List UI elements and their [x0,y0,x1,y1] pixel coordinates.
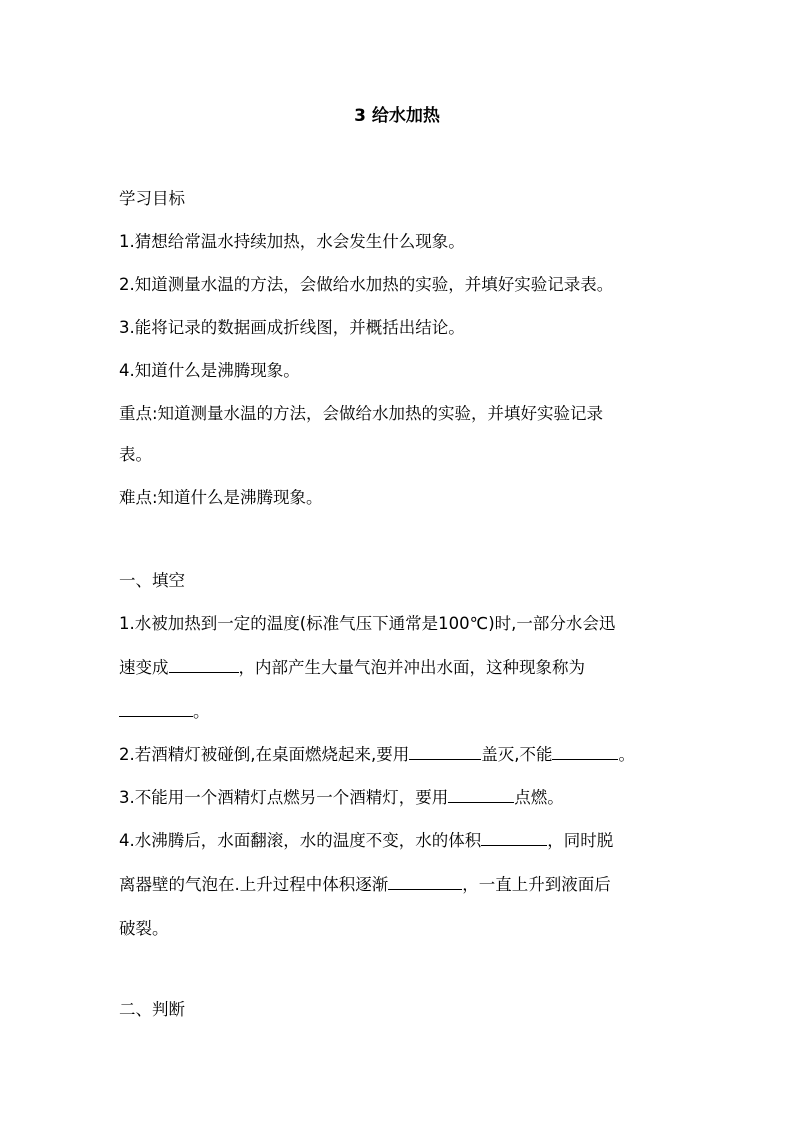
question-2 [119,743,687,767]
question-4-line-1 [119,829,687,853]
question-4-text-a: 4.水沸腾后，水面翻滚，水的温度不变，水的体积 [119,831,482,850]
question-1-text-b: ，内部产生大量气泡并冲出水面，这种现象称为 [238,658,585,677]
objective-item-2: 2.知道测量水温的方法，会做给水加热的实验，并填好实验记录表。 [119,275,614,294]
question-1-text-end: 。 [193,702,210,721]
question-2-text-b: 盖灭,不能 [481,745,553,764]
question-4-text-c: 离器壁的气泡在.上升过程中体积逐渐 [119,875,389,894]
objective-item-4: 4.知道什么是沸腾现象。 [119,361,300,380]
key-point-line-1: 重点:知道测量水温的方法，会做给水加热的实验，并填好实验记录 [119,404,604,423]
question-1-text-a: 速变成 [119,658,169,677]
page-title: 3 给水加热 [354,106,440,126]
objectives-heading: 学习目标 [119,189,185,208]
question-1-line-3 [119,700,687,724]
question-3 [119,786,687,810]
answer-blank-7[interactable] [388,873,462,890]
answer-blank-5[interactable] [448,786,514,803]
answer-blank-2[interactable] [119,700,193,717]
answer-blank-4[interactable] [552,743,618,760]
section-judgement-heading: 二、判断 [119,1000,185,1019]
key-point-line-2: 表。 [119,445,152,464]
answer-blank-1[interactable] [169,656,239,673]
question-4-text-b: ，同时脱 [547,831,614,850]
question-3-text-a: 3.不能用一个酒精灯点燃另一个酒精灯，要用 [119,788,449,807]
answer-blank-6[interactable] [481,829,547,846]
objective-item-1: 1.猜想给常温水持续加热，水会发生什么现象。 [119,232,465,251]
question-4-text-d: ，一直上升到液面后 [462,875,611,894]
question-3-text-b: 点燃。 [514,788,564,807]
objective-item-3: 3.能将记录的数据画成折线图，并概括出结论。 [119,318,465,337]
question-2-text-a: 2.若酒精灯被碰倒,在桌面燃烧起来,要用 [119,745,410,764]
question-1-line-2 [119,656,687,680]
difficulty-point: 难点:知道什么是沸腾现象。 [119,488,323,507]
question-2-text-c: 。 [618,745,635,764]
question-4-line-2 [119,873,687,897]
document-body [119,187,687,1022]
question-1-line-1: 1.水被加热到一定的温度(标准气压下通常是100℃)时,一部分水会迅 [119,614,616,633]
section-fill-blank-heading: 一、填空 [119,571,185,590]
question-4-line-3: 破裂。 [119,919,169,938]
answer-blank-3[interactable] [409,743,481,760]
